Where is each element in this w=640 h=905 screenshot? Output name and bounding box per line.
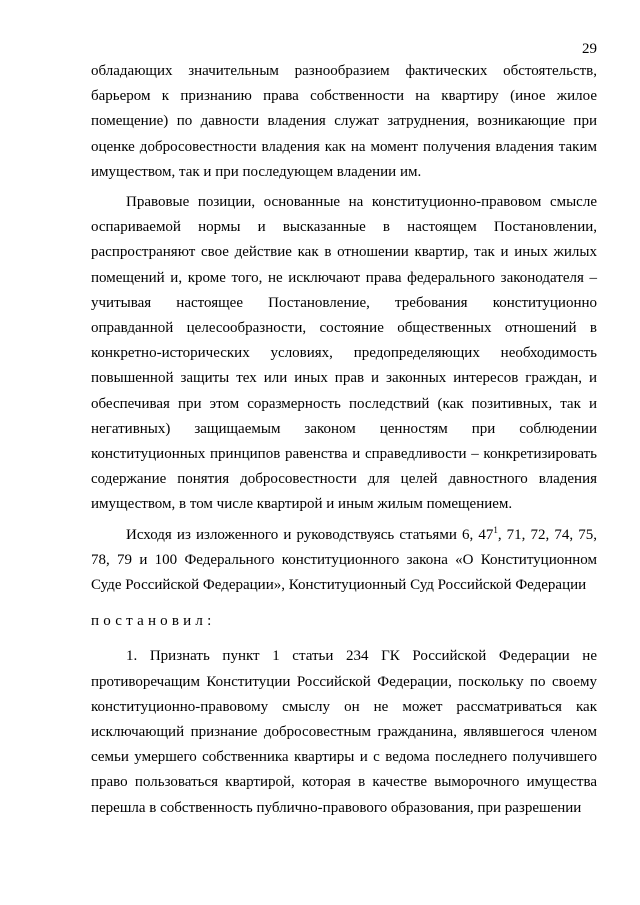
resolution-heading: постановил:: [91, 613, 216, 630]
paragraph-legal-positions: Правовые позиции, основанные на конституционно-правовом смысле оспариваемой нормы и высказанные в настоящем Постановлении, распространяют свое действие как в отношении квартир, так и иных жилых помещений и, кроме того, не исключают права федерального законодателя – учитывая настоящее Постановление, требования конституционно оправданной целесообразности, состояние общественных отношений в конкретно-исторических условиях, предопределяющих необходимость повышенной защиты тех или иных прав и законных интересов граждан, и обеспечивая при этом соразмерность последствий (как позитивных, так и негативных) защищаемым законом ценностям при соблюдении конституционных принципов равенства и справедливости – конкретизировать содержание понятия добросовестности для целей давностного владения имуществом, в том числе квартирой и иным жилым помещением.: [91, 194, 597, 513]
paragraph-continuation: обладающих значительным разнообразием фактических обстоятельств, барьером к признанию права собственности на квартиру (иное жилое помещение) по давности владения служат затруднения, возникающие при оценке добросовестности владения как на момент получения владения таким имуществом, так и при последующем владении им.: [91, 63, 597, 180]
basis-text-end: , 71, 72, 74, 75, 78, 79 и 100 Федерального конституционного закона «О Конституционном Суде Российской Федерации», Конституционный Суд Российской Федерации: [91, 526, 598, 594]
article-superscript: 1: [493, 524, 498, 535]
resolution-item-1: 1. Признать пункт 1 статьи 234 ГК Российской Федерации не противоречащим Конституции Российской Федерации, поскольку по своему конституционно-правовому смыслу он не может рассматриваться как исключающий признание добросовестным гражданина, являвшегося членом семьи умершего собственника квартиры и с ведома последнего получившего право пользоваться квартирой, которая в качестве выморочного имущества перешла в собственность публично-правового образования, при разрешении: [91, 648, 597, 816]
page-number: 29: [582, 41, 597, 57]
basis-text-start: Исходя из изложенного и руководствуясь статьями 6, 47: [126, 526, 494, 543]
paragraph-basis: [91, 523, 597, 599]
document-body: [91, 59, 597, 821]
